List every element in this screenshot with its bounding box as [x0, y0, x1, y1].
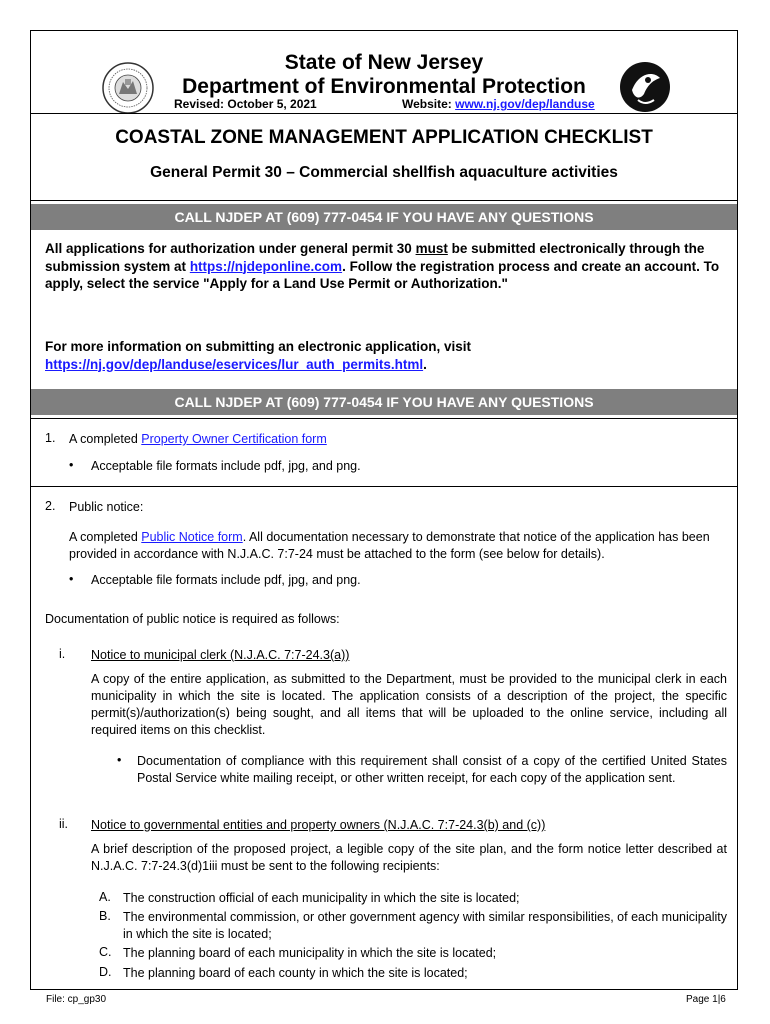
list-item-b: The environmental commission, or other government agency with similar responsibilities, of each municipality in which the site is located;: [123, 910, 727, 941]
website-line: [402, 97, 595, 111]
footer-file-name: File: cp_gp30: [46, 994, 107, 1005]
item-divider: [31, 486, 737, 487]
item-2-bullet: Acceptable file formats include pdf, jpg, and png.: [91, 573, 361, 587]
list-item-d: The planning board of each county in which the site is located;: [123, 966, 468, 980]
bullet-dot: •: [117, 753, 122, 767]
list-marker-c: C.: [99, 945, 112, 959]
department-title: Department of Environmental Protection: [182, 75, 586, 98]
eservices-link[interactable]: https://nj.gov/dep/landuse/eservices/lur_auth_permits.html: [45, 356, 424, 372]
section-ii-heading: Notice to governmental entities and property owners (N.J.A.C. 7:7-24.3(b) and (c)): [91, 818, 546, 832]
state-title: State of New Jersey: [284, 51, 484, 74]
list-item-a: The construction official of each municipality in which the site is located;: [123, 891, 520, 905]
list-item-c: The planning board of each municipality in which the site is located;: [123, 946, 497, 960]
documentation-required: Documentation of public notice is required as follows:: [45, 612, 340, 626]
njdeponline-link[interactable]: https://njdeponline.com: [189, 258, 343, 274]
revised-date: Revised: October 5, 2021: [174, 97, 317, 111]
item-2-body: . All documentation necessary to demonstrate that notice of the application has been provided in accordance with N.J.A.C. 7:7-24 must be attached to the form (see below for details).: [69, 530, 710, 561]
header-divider: [31, 113, 737, 114]
list-marker-b: B.: [99, 909, 111, 923]
intro-text-2: be submitted electronically through the submission system at: [45, 241, 705, 274]
more-info-text: For more information on submitting an electronic application, visit: [45, 339, 472, 354]
call-banner-bottom: CALL NJDEP AT (609) 777-0454 IF YOU HAVE ANY QUESTIONS: [31, 389, 737, 415]
more-info-paragraph: [45, 338, 725, 373]
item-2-intro: A completed: [69, 530, 142, 544]
bullet-dot: •: [69, 572, 74, 586]
section-i-marker: i.: [59, 647, 66, 661]
section-i-body: A copy of the entire application, as submitted to the Department, must be provided to the municipal clerk in each municipality in which the site is located. The application consists of a description of the project, the specific permit(s)/authorization(s) being sought, and all items that will be uploaded to the online service, including all required items on this checklist.: [91, 672, 727, 737]
banner-divider: [31, 418, 737, 419]
property-owner-certification-link[interactable]: Property Owner Certification form: [141, 432, 327, 446]
item-1-number: 1.: [45, 431, 56, 445]
call-banner-top: CALL NJDEP AT (609) 777-0454 IF YOU HAVE ANY QUESTIONS: [31, 204, 737, 230]
list-marker-a: A.: [99, 890, 111, 904]
item-2-number: 2.: [45, 499, 56, 513]
website-link[interactable]: www.nj.gov/dep/landuse: [455, 97, 595, 111]
intro-text-1: All applications for authorization under general permit 30: [45, 241, 416, 256]
more-info-period: .: [423, 356, 427, 372]
item-2-text: [69, 529, 727, 563]
checklist-title: COASTAL ZONE MANAGEMENT APPLICATION CHECKLIST: [115, 127, 653, 148]
footer-page-number: Page 1|6: [686, 994, 726, 1005]
permit-subtitle: General Permit 30 – Commercial shellfish aquaculture activities: [150, 164, 618, 181]
title-divider: [31, 200, 737, 201]
intro-paragraph: [45, 240, 725, 293]
section-i-heading: Notice to municipal clerk (N.J.A.C. 7:7-24.3(a)): [91, 648, 350, 662]
list-marker-d: D.: [99, 965, 112, 979]
intro-text-3: . Follow the registration process and create an account. To apply, select the service "Apply for a Land Use Permit or Authorization.": [45, 258, 720, 291]
website-label: Website:: [402, 97, 456, 111]
section-ii-body: A brief description of the proposed project, a legible copy of the site plan, and the form notice letter described at N.J.A.C. 7:7-24.3(d)1iii must be sent to the following recipients:: [91, 842, 727, 873]
bullet-dot: •: [69, 458, 74, 472]
item-1-text: [69, 431, 327, 448]
section-ii-marker: ii.: [59, 817, 69, 831]
item-1-label: A completed: [69, 432, 142, 446]
public-notice-form-link[interactable]: Public Notice form: [141, 530, 243, 544]
must-emphasis: must: [415, 241, 448, 256]
item-1-bullet: Acceptable file formats include pdf, jpg, and png.: [91, 459, 361, 473]
document-page: [30, 30, 738, 990]
item-2-label: Public notice:: [69, 500, 144, 514]
section-i-bullet: Documentation of compliance with this requirement shall consist of a copy of the certified United States Postal Service white mailing receipt, or other written receipt, for each copy of the application sent.: [137, 754, 727, 785]
